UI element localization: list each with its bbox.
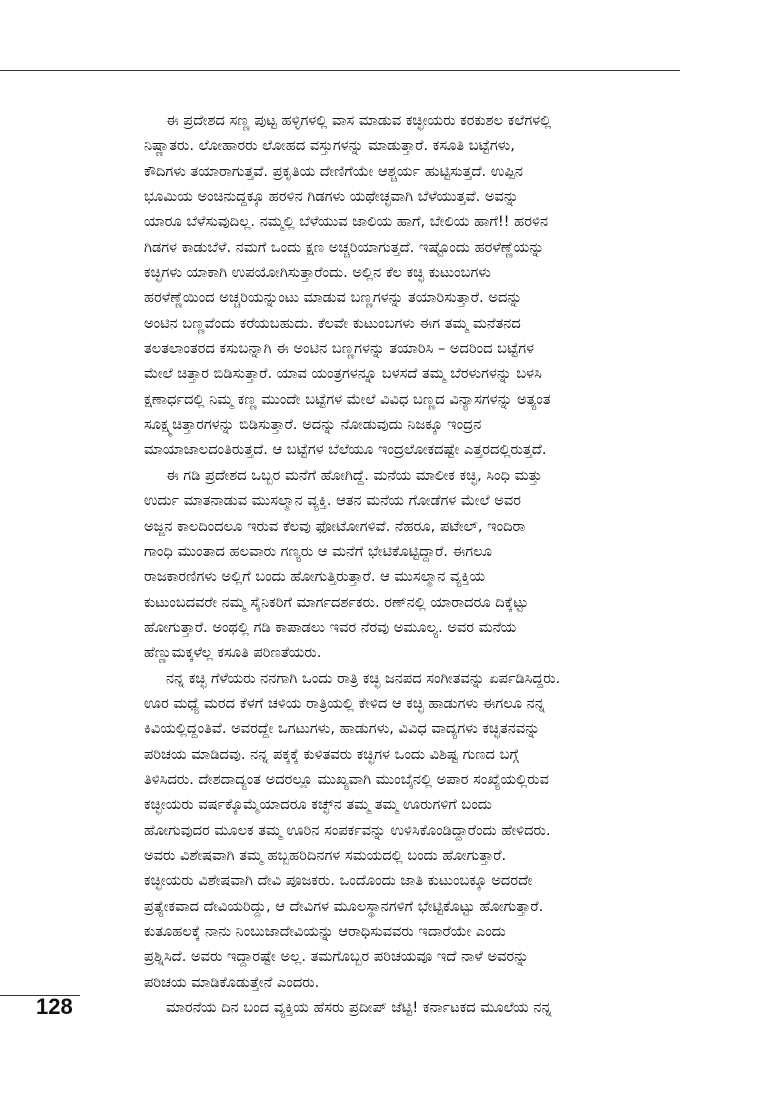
- text-line: ಪ್ರಶ್ನಿಸಿದೆ. ಅವರು ಇದ್ದಾರಷ್ಟೇ ಅಲ್ಲ. ತಮಗೊಬ್ಬರ ಪರಿಚಯವೂ ಇದೆ ನಾಳೆ ಅವರನ್ನು: [144, 948, 529, 966]
- text-line: ಭೂಮಿಯ ಅಂಚಿನುದ್ದಕ್ಕೂ ಹರಳಿನ ಗಿಡಗಳು ಯಥೇಚ್ಛವಾಗಿ ಬೆಳೆಯುತ್ತವೆ. ಅವನ್ನು: [144, 188, 519, 206]
- text-line: ಕಿವಿಯಲ್ಲಿದ್ದಂತಿವೆ. ಅವರದ್ದೇ ಒಗಟುಗಳು, ಹಾಡುಗಳು, ವಿವಿಧ ವಾದ್ಯಗಳು ಕಚ್ಛಿತನವನ್ನು: [144, 720, 540, 738]
- text-line: ಗಿಡಗಳ ಕಾಡುಬೆಳೆ. ನಮಗೆ ಒಂದು ಕ್ಷಣ ಅಚ್ಚರಿಯಾಗುತ್ತದೆ. ಇಷ್ಟೊಂದು ಹರಳೆಣ್ಣೆಯನ್ನು: [144, 238, 544, 256]
- text-line: ಪ್ರತ್ಯೇಕವಾದ ದೇವಿಯರಿದ್ದು, ಆ ದೇವಿಗಳ ಮೂಲಸ್ಥಾನಗಳಿಗೆ ಭೇಟ್ಟಿಕೊಟ್ಟು ಹೋಗುತ್ತಾರೆ.: [144, 897, 544, 915]
- text-line: ಕುತೂಹಲಕ್ಕೆ ನಾನು ನಿಂಬುಜಾದೇವಿಯನ್ನು ಆರಾಧಿಸುವವರು ಇದಾರೆಯೇ ಎಂದು: [144, 923, 506, 940]
- text-line: ತಿಳಿಸಿದರು. ದೇಶದಾದ್ಯಂತ ಅದರಲ್ಲೂ ಮುಖ್ಯವಾಗಿ ಮುಂಬೈನಲ್ಲಿ ಅಪಾರ ಸಂಖ್ಯೆಯಲ್ಲಿರುವ: [144, 770, 549, 788]
- text-line: ಯಾರೂ ಬೆಳೆಸುವುದಿಲ್ಲ. ನಮ್ಮಲ್ಲಿ ಬೆಳೆಯುವ ಜಾಲಿಯ ಹಾಗೆ, ಬೇಲಿಯ ಹಾಗೆ!! ಹರಳಿನ: [144, 213, 549, 231]
- text-line: ಅಂಟಿನ ಬಣ್ಣವೆಂದು ಕರೆಯಬಹುದು. ಕೆಲವೇ ಕುಟುಂಬಗಳು ಈಗ ತಮ್ಮ ಮನೆತನದ: [144, 314, 521, 332]
- text-line: ಉರ್ದು ಮಾತನಾಡುವ ಮುಸಲ್ಮಾನ ವ್ಯಕ್ತಿ. ಆತನ ಮನೆಯ ಗೋಡೆಗಳ ಮೇಲೆ ಅವರ: [144, 492, 521, 510]
- text-line: ಮಾರನೆಯ ದಿನ ಬಂದ ವ್ಯಕ್ತಿಯ ಹೆಸರು ಪ್ರದೀಪ್ ಜೆಟ್ಟಿ! ಕರ್ನಾಟಕದ ಮೂಲೆಯ ನನ್ನ: [166, 999, 552, 1017]
- text-line: ಅವರು ವಿಶೇಷವಾಗಿ ತಮ್ಮ ಹಬ್ಬಹರಿದಿನಗಳ ಸಮಯದಲ್ಲಿ ಬಂದು ಹೋಗುತ್ತಾರೆ.: [144, 846, 507, 864]
- text-line: ಕಚ್ಛೀಯರು ವರ್ಷಕ್ಕೊಮ್ಮೆಯಾದರೂ ಕಚ್ಛ್‌ನ ತಮ್ಮ ತಮ್ಮ ಊರುಗಳಿಗೆ ಬಂದು: [144, 796, 492, 814]
- text-line: ಈ ಪ್ರದೇಶದ ಸಣ್ಣ ಪುಟ್ಟ ಹಳ್ಳಿಗಳಲ್ಲಿ ವಾಸ ಮಾಡುವ ಕಚ್ಛೀಯರು ಕರಕುಶಲ ಕಲೆಗಳಲ್ಲಿ: [166, 112, 552, 129]
- text-line: ಊರ ಮಧ್ಯೆ ಮರದ ಕೆಳಗೆ ಚಳಿಯ ರಾತ್ರಿಯಲ್ಲಿ ಕೇಳಿದ ಆ ಕಚ್ಛಿ ಹಾಡುಗಳು ಈಗಲೂ ನನ್ನ: [144, 694, 545, 712]
- text-line: ಅಜ್ಜನ ಕಾಲದಿಂದಲೂ ಇರುವ ಕೆಲವು ಫೋಟೋಗಳಿವೆ. ನೆಹರೂ, ಪಟೇಲ್, ಇಂದಿರಾ: [144, 517, 526, 535]
- text-line: ಕಚ್ಛೀಯರು ವಿಶೇಷವಾಗಿ ದೇವಿ ಪೂಜಕರು. ಒಂದೊಂದು ಜಾತಿ ಕುಟುಂಬಕ್ಕೂ ಅದರದೇ: [144, 872, 533, 890]
- text-line: ಹೋಗುವುದರ ಮೂಲಕ ತಮ್ಮ ಊರಿನ ಸಂಪರ್ಕವನ್ನು ಉಳಿಸಿಕೊಂಡಿದ್ದಾರೆಂದು ಹೇಳಿದರು.: [144, 821, 551, 839]
- text-line: ಹೆಣ್ಣುಮಕ್ಕಳೆಲ್ಲ ಕಸೂತಿ ಪರಿಣತೆಯರು.: [144, 644, 322, 662]
- text-line: ಈ ಗಡಿ ಪ್ರದೇಶದ ಒಬ್ಬರ ಮನೆಗೆ ಹೋಗಿದ್ದೆ. ಮನೆಯ ಮಾಲೀಕ ಕಚ್ಛಿ, ಸಿಂಧಿ ಮತ್ತು: [166, 466, 543, 484]
- text-line: ಗಾಂಧಿ ಮುಂತಾದ ಹಲವಾರು ಗಣ್ಯರು ಆ ಮನೆಗೆ ಭೇಟಿಕೊಟ್ಟಿದ್ದಾರೆ. ಈಗಲೂ: [144, 542, 492, 560]
- text-line: ಹರಳೆಣ್ಣೆಯಿಂದ ಅಚ್ಚರಿಯನ್ನುಂಟು ಮಾಡುವ ಬಣ್ಣಗಳನ್ನು ತಯಾರಿಸುತ್ತಾರೆ. ಅದನ್ನು: [144, 289, 523, 307]
- text-line: ಕೌದಿಗಳು ತಯಾರಾಗುತ್ತವೆ. ಪ್ರಕೃತಿಯ ದೇಣಿಗೆಯೇ ಆಶ್ಚರ್ಯ ಹುಟ್ಟಿಸುತ್ತದೆ. ಉಪ್ಪಿನ: [144, 162, 523, 180]
- text-line: ನಿಷ್ಣಾತರು. ಲೋಹಾರರು ಲೋಹದ ವಸ್ತುಗಳನ್ನು ಮಾಡುತ್ತಾರೆ. ಕಸೂತಿ ಬಟ್ಟೆಗಳು,: [144, 137, 515, 155]
- text-line: ಕುಟುಂಬದವರೇ ನಮ್ಮ ಸೈನಿಕರಿಗೆ ಮಾರ್ಗದರ್ಶಕರು. ರಣ್‌ನಲ್ಲಿ ಯಾರಾದರೂ ದಿಕ್ಕೆಟ್ಟು: [144, 593, 529, 611]
- text-line: ಮಾಯಾಜಾಲದಂತಿರುತ್ತದೆ. ಆ ಬಟ್ಟೆಗಳ ಬೆಲೆಯೂ ಇಂದ್ರಲೋಕದಷ್ಟೇ ಎತ್ತರದಲ್ಲಿರುತ್ತದೆ.: [144, 441, 547, 459]
- page-number: 128: [36, 994, 73, 1019]
- text-line: ಕಚ್ಛಿಗಳು ಯಾಕಾಗಿ ಉಪಯೋಗಿಸುತ್ತಾರೆಂದು. ಅಲ್ಲಿನ ಕೆಲ ಕಚ್ಛಿ ಕುಟುಂಬಗಳು: [144, 264, 491, 282]
- text-line: ಪರಿಚಯ ಮಾಡಿದವು. ನನ್ನ ಪಕ್ಕಕ್ಕೆ ಕುಳಿತವರು ಕಚ್ಛಿಗಳ ಒಂದು ವಿಶಿಷ್ಟ ಗುಣದ ಬಗ್ಗೆ: [144, 745, 519, 763]
- text-line: ಸೂಕ್ಷ್ಮಚಿತ್ತಾರಗಳನ್ನು ಬಿಡಿಸುತ್ತಾರೆ. ಅದನ್ನು ನೋಡುವುದು ನಿಜಕ್ಕೂ ಇಂದ್ರನ: [144, 416, 482, 434]
- text-line: ನನ್ನ ಕಚ್ಛಿ ಗೆಳೆಯರು ನನಗಾಗಿ ಒಂದು ರಾತ್ರಿ ಕಚ್ಛಿ ಜನಪದ ಸಂಗೀತವನ್ನು ಏರ್ಪಡಿಸಿದ್ದರು.: [166, 669, 561, 687]
- header-rule: [0, 70, 680, 71]
- text-line: ಕ್ಷಣಾರ್ಧದಲ್ಲಿ ನಿಮ್ಮ ಕಣ್ಣ ಮುಂದೇ ಬಟ್ಟೆಗಳ ಮೇಲೆ ವಿವಿಧ ಬಣ್ಣದ ವಿನ್ಯಾಸಗಳನ್ನು ಅತ್ಯಂತ: [144, 390, 551, 408]
- text-line: ರಾಜಕಾರಣಿಗಳು ಅಲ್ಲಿಗೆ ಬಂದು ಹೋಗುತ್ತಿರುತ್ತಾರೆ. ಆ ಮುಸಲ್ಮಾನ ವ್ಯಕ್ತಿಯ: [144, 568, 486, 586]
- text-line: ಪರಿಚಯ ಮಾಡಿಕೊಡುತ್ತೇನೆ ಎಂದರು.: [144, 973, 320, 991]
- text-line: ಹೋಗುತ್ತಾರೆ. ಅಂಥಲ್ಲಿ ಗಡಿ ಕಾಪಾಡಲು ಇವರ ನೆರವು ಅಮೂಲ್ಯ. ಅವರ ಮನೆಯ: [144, 618, 517, 636]
- text-line: ಮೇಲೆ ಚಿತ್ತಾರ ಬಿಡಿಸುತ್ತಾರೆ. ಯಾವ ಯಂತ್ರಗಳನ್ನೂ ಬಳಸದೆ ತಮ್ಮ ಬೆರಳುಗಳನ್ನು ಬಳಸಿ: [144, 365, 542, 383]
- body-text: [144, 108, 680, 1020]
- text-line: ತಲತಲಾಂತರದ ಕಸುಬನ್ನಾಗಿ ಈ ಅಂಟಿನ ಬಣ್ಣಗಳನ್ನು ತಯಾರಿಸಿ – ಅದರಿಂದ ಬಟ್ಟೆಗಳ: [144, 340, 535, 358]
